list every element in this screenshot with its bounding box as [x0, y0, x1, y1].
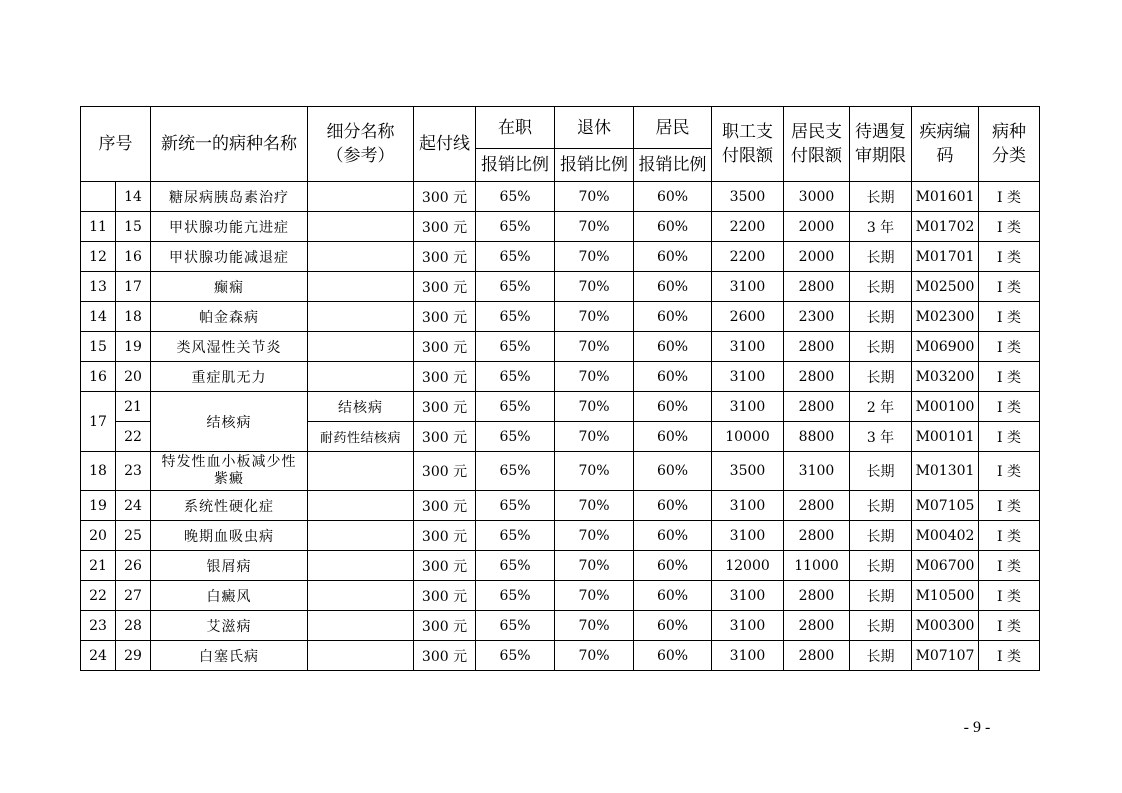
- cell-deductible: 300 元: [414, 521, 476, 551]
- cell-sub-name: [308, 362, 414, 392]
- cell-employed: 65%: [476, 422, 555, 452]
- cell-no: 15: [116, 212, 151, 242]
- cell-period: 长期: [850, 332, 912, 362]
- cell-period: 长期: [850, 182, 912, 212]
- cell-resident: 60%: [634, 422, 712, 452]
- table-row: [81, 611, 1040, 641]
- cell-resident-limit: 2800: [784, 581, 850, 611]
- header-retired-ratio: 报销比例: [555, 149, 634, 182]
- cell-resident-limit: 2800: [784, 362, 850, 392]
- table-row: [81, 452, 1040, 491]
- cell-worker-limit: 3100: [712, 521, 784, 551]
- cell-retired: 70%: [555, 452, 634, 491]
- cell-employed: 65%: [476, 491, 555, 521]
- cell-period: 长期: [850, 491, 912, 521]
- cell-resident: 60%: [634, 272, 712, 302]
- table-row: [81, 392, 1040, 422]
- cell-worker-limit: 2200: [712, 212, 784, 242]
- cell-deductible: 300 元: [414, 452, 476, 491]
- header-seq: 序号: [81, 107, 151, 182]
- cell-resident: 60%: [634, 521, 712, 551]
- cell-worker-limit: 3100: [712, 611, 784, 641]
- cell-no: 18: [116, 302, 151, 332]
- cell-period: 长期: [850, 272, 912, 302]
- cell-retired: 70%: [555, 551, 634, 581]
- cell-sub-name: [308, 641, 414, 671]
- cell-no: 19: [116, 332, 151, 362]
- cell-no: 21: [116, 392, 151, 422]
- cell-sub-name: [308, 332, 414, 362]
- cell-deductible: 300 元: [414, 551, 476, 581]
- cell-period: 长期: [850, 611, 912, 641]
- cell-code: M00101: [912, 422, 979, 452]
- cell-period: 长期: [850, 641, 912, 671]
- cell-employed: 65%: [476, 212, 555, 242]
- cell-retired: 70%: [555, 521, 634, 551]
- cell-worker-limit: 3100: [712, 392, 784, 422]
- cell-retired: 70%: [555, 212, 634, 242]
- cell-retired: 70%: [555, 272, 634, 302]
- cell-resident: 60%: [634, 242, 712, 272]
- cell-worker-limit: 3100: [712, 641, 784, 671]
- cell-period: 3 年: [850, 212, 912, 242]
- cell-code: M02500: [912, 272, 979, 302]
- cell-deductible: 300 元: [414, 272, 476, 302]
- cell-category: I 类: [979, 491, 1040, 521]
- cell-resident: 60%: [634, 611, 712, 641]
- table-row: [81, 182, 1040, 212]
- cell-no: 17: [116, 272, 151, 302]
- cell-employed: 65%: [476, 392, 555, 422]
- cell-worker-limit: 3100: [712, 332, 784, 362]
- cell-category: I 类: [979, 422, 1040, 452]
- cell-resident: 60%: [634, 362, 712, 392]
- cell-seq: 24: [81, 641, 116, 671]
- cell-resident-limit: 2800: [784, 521, 850, 551]
- cell-period: 长期: [850, 551, 912, 581]
- cell-no: 20: [116, 362, 151, 392]
- cell-deductible: 300 元: [414, 212, 476, 242]
- cell-employed: 65%: [476, 182, 555, 212]
- cell-worker-limit: 3500: [712, 452, 784, 491]
- cell-category: I 类: [979, 332, 1040, 362]
- cell-employed: 65%: [476, 521, 555, 551]
- cell-retired: 70%: [555, 392, 634, 422]
- cell-period: 3 年: [850, 422, 912, 452]
- cell-seq: 14: [81, 302, 116, 332]
- header-employed-ratio: 报销比例: [476, 149, 555, 182]
- cell-no: 28: [116, 611, 151, 641]
- header-disease-name: 新统一的病种名称: [151, 107, 308, 182]
- header-worker-limit-text: 职工支付限额: [722, 122, 773, 166]
- cell-disease-name: 结核病: [151, 392, 308, 452]
- cell-worker-limit: 3100: [712, 581, 784, 611]
- cell-worker-limit: 12000: [712, 551, 784, 581]
- cell-worker-limit: 3100: [712, 491, 784, 521]
- cell-seq: 13: [81, 272, 116, 302]
- cell-deductible: 300 元: [414, 332, 476, 362]
- cell-retired: 70%: [555, 362, 634, 392]
- cell-no: 26: [116, 551, 151, 581]
- header-sub-name: [308, 107, 414, 182]
- page-number: - 9 -: [963, 719, 991, 736]
- cell-retired: 70%: [555, 611, 634, 641]
- cell-sub-name: 耐药性结核病: [308, 422, 414, 452]
- cell-resident-limit: 2800: [784, 332, 850, 362]
- cell-sub-name: 结核病: [308, 392, 414, 422]
- cell-code: M10500: [912, 581, 979, 611]
- cell-seq: 12: [81, 242, 116, 272]
- cell-deductible: 300 元: [414, 611, 476, 641]
- cell-sub-name: [308, 182, 414, 212]
- cell-category: I 类: [979, 362, 1040, 392]
- cell-retired: 70%: [555, 581, 634, 611]
- cell-resident-limit: 3000: [784, 182, 850, 212]
- cell-disease-name: 系统性硬化症: [151, 491, 308, 521]
- cell-code: M02300: [912, 302, 979, 332]
- cell-period: 长期: [850, 521, 912, 551]
- cell-category: I 类: [979, 242, 1040, 272]
- cell-sub-name: [308, 302, 414, 332]
- cell-disease-name: 重症肌无力: [151, 362, 308, 392]
- cell-category: I 类: [979, 272, 1040, 302]
- table-row: [81, 242, 1040, 272]
- cell-resident-limit: 2800: [784, 392, 850, 422]
- cell-seq: 23: [81, 611, 116, 641]
- cell-deductible: 300 元: [414, 422, 476, 452]
- cell-disease-name: 艾滋病: [151, 611, 308, 641]
- header-resident-limit-text: 居民支付限额: [791, 122, 842, 166]
- cell-no: 25: [116, 521, 151, 551]
- cell-code: M00402: [912, 521, 979, 551]
- table-row: [81, 581, 1040, 611]
- cell-category: I 类: [979, 581, 1040, 611]
- table-header: [81, 107, 1040, 182]
- cell-seq: 20: [81, 521, 116, 551]
- cell-code: M07105: [912, 491, 979, 521]
- cell-retired: 70%: [555, 332, 634, 362]
- cell-deductible: 300 元: [414, 491, 476, 521]
- cell-worker-limit: 2600: [712, 302, 784, 332]
- cell-worker-limit: 3100: [712, 272, 784, 302]
- cell-seq: 19: [81, 491, 116, 521]
- cell-resident: 60%: [634, 332, 712, 362]
- cell-employed: 65%: [476, 302, 555, 332]
- cell-resident-limit: 3100: [784, 452, 850, 491]
- cell-deductible: 300 元: [414, 581, 476, 611]
- cell-resident-limit: 2800: [784, 491, 850, 521]
- cell-retired: 70%: [555, 422, 634, 452]
- cell-code: M06700: [912, 551, 979, 581]
- cell-sub-name: [308, 491, 414, 521]
- cell-worker-limit: 3500: [712, 182, 784, 212]
- cell-sub-name: [308, 581, 414, 611]
- disease-reimbursement-table: [80, 106, 1040, 671]
- cell-retired: 70%: [555, 641, 634, 671]
- cell-category: I 类: [979, 521, 1040, 551]
- cell-category: I 类: [979, 212, 1040, 242]
- cell-resident-limit: 2000: [784, 242, 850, 272]
- cell-employed: 65%: [476, 362, 555, 392]
- cell-disease-name-text: 特发性血小板减少性紫癜: [161, 454, 297, 487]
- cell-resident: 60%: [634, 302, 712, 332]
- cell-no: 24: [116, 491, 151, 521]
- cell-disease-name: [151, 452, 308, 491]
- cell-resident-limit: 2800: [784, 611, 850, 641]
- table-row: [81, 272, 1040, 302]
- cell-retired: 70%: [555, 302, 634, 332]
- cell-no: 22: [116, 422, 151, 452]
- cell-resident: 60%: [634, 641, 712, 671]
- header-disease-code-text: 疾病编码: [919, 122, 971, 166]
- cell-period: 2 年: [850, 392, 912, 422]
- cell-resident: 60%: [634, 581, 712, 611]
- cell-seq: 18: [81, 452, 116, 491]
- cell-retired: 70%: [555, 491, 634, 521]
- cell-sub-name: [308, 452, 414, 491]
- cell-employed: 65%: [476, 581, 555, 611]
- cell-disease-name: 糖尿病胰岛素治疗: [151, 182, 308, 212]
- header-category: [979, 107, 1040, 182]
- cell-seq: 16: [81, 362, 116, 392]
- cell-no: 16: [116, 242, 151, 272]
- cell-disease-name: 白癜风: [151, 581, 308, 611]
- cell-category: I 类: [979, 302, 1040, 332]
- cell-resident-limit: 2300: [784, 302, 850, 332]
- cell-resident: 60%: [634, 212, 712, 242]
- cell-resident: 60%: [634, 392, 712, 422]
- cell-disease-name: 白塞氏病: [151, 641, 308, 671]
- table-row: [81, 332, 1040, 362]
- cell-disease-name: 晚期血吸虫病: [151, 521, 308, 551]
- cell-employed: 65%: [476, 242, 555, 272]
- cell-worker-limit: 10000: [712, 422, 784, 452]
- cell-disease-name: 癫痫: [151, 272, 308, 302]
- cell-resident: 60%: [634, 452, 712, 491]
- cell-no: 29: [116, 641, 151, 671]
- cell-period: 长期: [850, 302, 912, 332]
- cell-employed: 65%: [476, 641, 555, 671]
- cell-code: M03200: [912, 362, 979, 392]
- cell-worker-limit: 3100: [712, 362, 784, 392]
- cell-category: I 类: [979, 551, 1040, 581]
- cell-employed: 65%: [476, 332, 555, 362]
- cell-disease-name: 银屑病: [151, 551, 308, 581]
- table-body: [81, 182, 1040, 671]
- cell-seq: 15: [81, 332, 116, 362]
- header-review-period-text: 待遇复审期限: [855, 122, 906, 166]
- cell-category: I 类: [979, 611, 1040, 641]
- cell-code: M06900: [912, 332, 979, 362]
- cell-resident: 60%: [634, 551, 712, 581]
- cell-seq: 11: [81, 212, 116, 242]
- cell-category: I 类: [979, 182, 1040, 212]
- header-disease-code: [912, 107, 979, 182]
- cell-resident: 60%: [634, 182, 712, 212]
- cell-sub-name: [308, 521, 414, 551]
- cell-seq: 17: [81, 392, 116, 452]
- cell-retired: 70%: [555, 242, 634, 272]
- cell-code: M01601: [912, 182, 979, 212]
- cell-worker-limit: 2200: [712, 242, 784, 272]
- header-employed: 在职: [476, 107, 555, 149]
- cell-seq: 22: [81, 581, 116, 611]
- cell-employed: 65%: [476, 272, 555, 302]
- cell-code: M01301: [912, 452, 979, 491]
- table-row: [81, 491, 1040, 521]
- cell-sub-name: [308, 611, 414, 641]
- cell-sub-name: [308, 272, 414, 302]
- cell-code: M00100: [912, 392, 979, 422]
- cell-disease-name: 甲状腺功能亢进症: [151, 212, 308, 242]
- cell-resident-limit: 2000: [784, 212, 850, 242]
- cell-period: 长期: [850, 581, 912, 611]
- header-resident-ratio: 报销比例: [634, 149, 712, 182]
- header-deductible: 起付线: [414, 107, 476, 182]
- cell-sub-name: [308, 212, 414, 242]
- header-review-period: [850, 107, 912, 182]
- cell-no: 27: [116, 581, 151, 611]
- cell-deductible: 300 元: [414, 242, 476, 272]
- cell-no: 14: [116, 182, 151, 212]
- cell-disease-name: 甲状腺功能减退症: [151, 242, 308, 272]
- cell-employed: 65%: [476, 611, 555, 641]
- cell-resident-limit: 2800: [784, 272, 850, 302]
- cell-category: I 类: [979, 392, 1040, 422]
- cell-code: M07107: [912, 641, 979, 671]
- header-resident: 居民: [634, 107, 712, 149]
- cell-deductible: 300 元: [414, 302, 476, 332]
- cell-period: 长期: [850, 452, 912, 491]
- cell-sub-name: [308, 551, 414, 581]
- cell-seq: [81, 182, 116, 212]
- table-row: [81, 641, 1040, 671]
- cell-no: 23: [116, 452, 151, 491]
- header-sub-name-text: 细分名称（参考）: [326, 122, 395, 166]
- cell-code: M01701: [912, 242, 979, 272]
- cell-employed: 65%: [476, 551, 555, 581]
- cell-employed: 65%: [476, 452, 555, 491]
- cell-code: M01702: [912, 212, 979, 242]
- header-retired: 退休: [555, 107, 634, 149]
- header-worker-limit: [712, 107, 784, 182]
- cell-deductible: 300 元: [414, 362, 476, 392]
- cell-code: M00300: [912, 611, 979, 641]
- cell-deductible: 300 元: [414, 182, 476, 212]
- cell-sub-name: [308, 242, 414, 272]
- cell-period: 长期: [850, 242, 912, 272]
- cell-deductible: 300 元: [414, 392, 476, 422]
- header-resident-limit: [784, 107, 850, 182]
- cell-category: I 类: [979, 641, 1040, 671]
- cell-resident-limit: 2800: [784, 641, 850, 671]
- cell-seq: 21: [81, 551, 116, 581]
- cell-resident: 60%: [634, 491, 712, 521]
- cell-disease-name: 类风湿性关节炎: [151, 332, 308, 362]
- cell-period: 长期: [850, 362, 912, 392]
- table-row: [81, 212, 1040, 242]
- cell-deductible: 300 元: [414, 641, 476, 671]
- cell-disease-name: 帕金森病: [151, 302, 308, 332]
- cell-resident-limit: 11000: [784, 551, 850, 581]
- table-row: [81, 302, 1040, 332]
- cell-resident-limit: 8800: [784, 422, 850, 452]
- cell-category: I 类: [979, 452, 1040, 491]
- cell-retired: 70%: [555, 182, 634, 212]
- table-row: [81, 362, 1040, 392]
- table-row: [81, 521, 1040, 551]
- table-row: [81, 551, 1040, 581]
- header-category-text: 病种分类: [992, 122, 1026, 166]
